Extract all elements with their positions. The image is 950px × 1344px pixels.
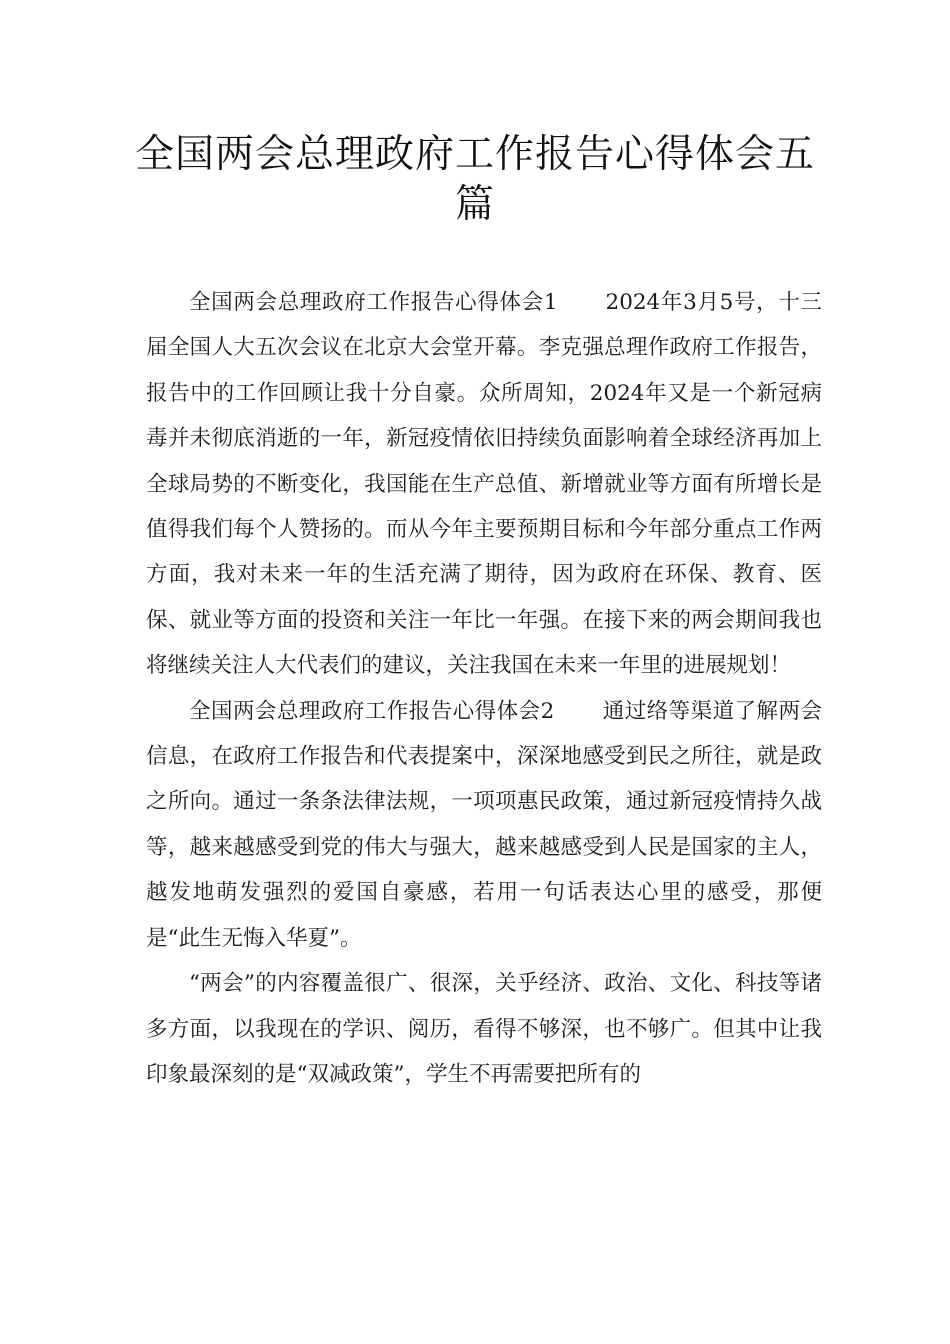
paragraph-3-text: “两会”的内容覆盖很广、很深，关乎经济、政治、文化、科技等诸多方面，以我现在的学识、阅历，看得不够深，也不够广。但其中让我印象最深刻的是“双减政策”，学生不再需要把所有的 [146, 971, 822, 1087]
document-title: 全国两会总理政府工作报告心得体会五篇 [134, 132, 815, 227]
paragraph-2 [146, 689, 822, 961]
paragraph-3 [146, 961, 822, 1097]
section-heading-2: 全国两会总理政府工作报告心得体会2 [189, 698, 555, 724]
paragraph-1 [146, 280, 822, 689]
paragraph-2-text: 通过络等渠道了解两会信息，在政府工作报告和代表提案中，深深地感受到民之所往，就是政之所向。通过一条条法律法规，一项项惠民政策，通过新冠疫情持久战等，越来越感受到党的伟大与强大，越来越感受到人民是国家的主人，越发地萌发强烈的爱国自豪感，若用一句话表达心里的感受，那便是“此生无悔入华夏”。 [146, 698, 822, 951]
paragraph-1-text: 2024年3月5号，十三届全国人大五次会议在北京大会堂开幕。李克强总理作政府工作报告，报告中的工作回顾让我十分自豪。众所周知，2024年又是一个新冠病毒并未彻底消逝的一年，新冠疫情依旧持续负面影响着全球经济再加上全球局势的不断变化，我国能在生产总值、新增就业等方面有所增长是值得我们每个人赞扬的。而从今年主要预期目标和今年部分重点工作两方面，我对未来一年的生活充满了期待，因为政府在环保、教育、医保、就业等方面的投资和关注一年比一年强。在接下来的两会期间我也将继续关注人大代表们的建议，关注我国在未来一年里的进展规划！ [146, 290, 823, 679]
section-heading-1: 全国两会总理政府工作报告心得体会1 [189, 290, 558, 315]
document-body [146, 280, 822, 1097]
